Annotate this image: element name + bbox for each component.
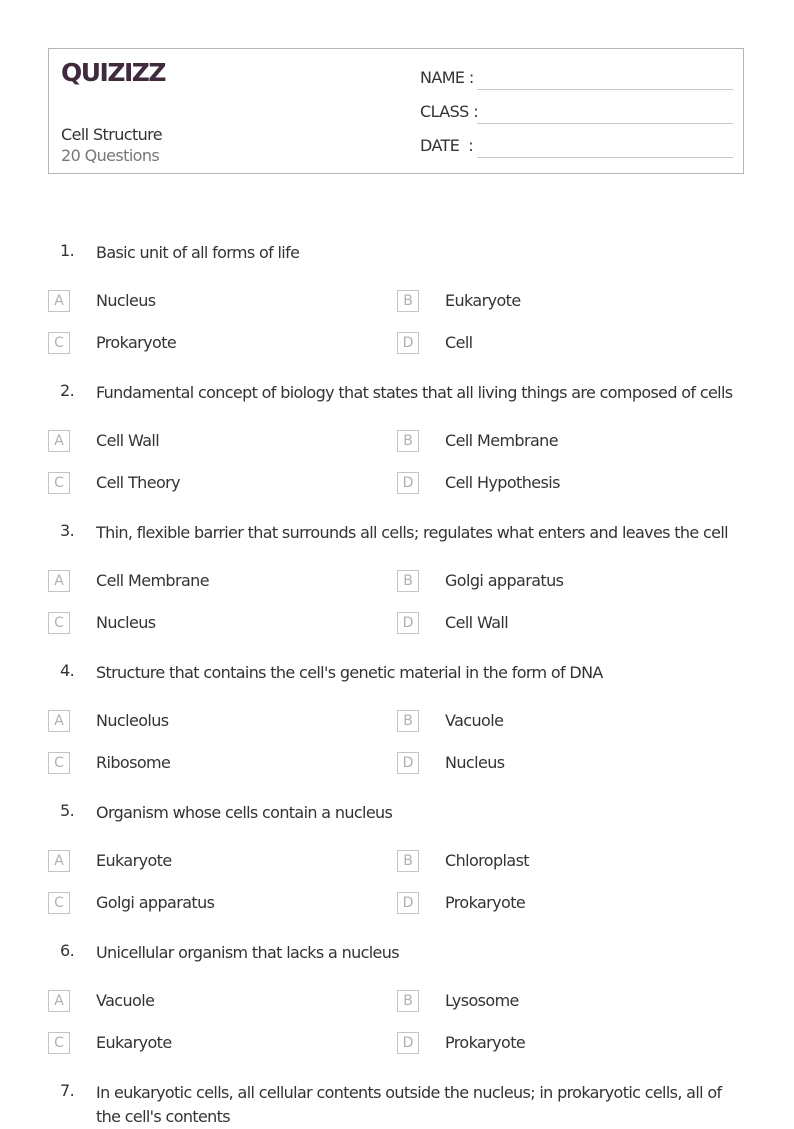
option-a-checkbox[interactable]: A <box>48 990 70 1012</box>
option-d-checkbox[interactable]: D <box>397 332 419 354</box>
option-c-text: Ribosome <box>96 753 171 772</box>
option-a-checkbox[interactable]: A <box>48 290 70 312</box>
question-number: 3. <box>60 521 75 540</box>
question-text: In eukaryotic cells, all cellular contents outside the nucleus; in prokaryotic cells, all of the cell's contents <box>96 1083 722 1126</box>
option-c-checkbox[interactable]: C <box>48 612 70 634</box>
question-number: 6. <box>60 941 75 960</box>
worksheet-title: Cell Structure <box>61 125 163 144</box>
option-c-text: Eukaryote <box>96 1033 172 1052</box>
name-line[interactable] <box>477 89 733 90</box>
question-text: Unicellular organism that lacks a nucleus <box>96 943 399 962</box>
question-text: Thin, flexible barrier that surrounds all cells; regulates what enters and leaves the cell <box>96 523 728 542</box>
option-a-checkbox[interactable]: A <box>48 430 70 452</box>
option-d-checkbox[interactable]: D <box>397 612 419 634</box>
option-b-text: Golgi apparatus <box>445 571 564 590</box>
question-text: Organism whose cells contain a nucleus <box>96 803 393 822</box>
question-number: 5. <box>60 801 75 820</box>
option-d-text: Prokaryote <box>445 893 526 912</box>
option-a-text: Nucleus <box>96 291 156 310</box>
option-a-text: Vacuole <box>96 991 155 1010</box>
option-a-checkbox[interactable]: A <box>48 710 70 732</box>
class-line[interactable] <box>477 123 733 124</box>
name-label: NAME : <box>420 68 474 87</box>
option-c-checkbox[interactable]: C <box>48 1032 70 1054</box>
option-b-checkbox[interactable]: B <box>397 290 419 312</box>
option-c-text: Nucleus <box>96 613 156 632</box>
option-b-text: Cell Membrane <box>445 431 558 450</box>
question-count: 20 Questions <box>61 146 160 165</box>
option-d-checkbox[interactable]: D <box>397 892 419 914</box>
question-text: Basic unit of all forms of life <box>96 243 300 262</box>
worksheet-header <box>48 48 744 174</box>
date-label: DATE : <box>420 136 473 155</box>
option-a-text: Cell Wall <box>96 431 160 450</box>
question-text: Fundamental concept of biology that states that all living things are composed of cells <box>96 383 733 402</box>
option-b-checkbox[interactable]: B <box>397 570 419 592</box>
option-d-text: Cell Wall <box>445 613 509 632</box>
option-d-checkbox[interactable]: D <box>397 1032 419 1054</box>
option-b-text: Eukaryote <box>445 291 521 310</box>
question-number: 1. <box>60 241 75 260</box>
question-number: 7. <box>60 1081 75 1100</box>
option-a-checkbox[interactable]: A <box>48 570 70 592</box>
option-d-text: Prokaryote <box>445 1033 526 1052</box>
option-c-text: Cell Theory <box>96 473 180 492</box>
option-d-checkbox[interactable]: D <box>397 472 419 494</box>
option-b-text: Chloroplast <box>445 851 529 870</box>
question-number: 4. <box>60 661 75 680</box>
question-text: Structure that contains the cell's genetic material in the form of DNA <box>96 663 603 682</box>
option-b-checkbox[interactable]: B <box>397 990 419 1012</box>
option-d-text: Cell Hypothesis <box>445 473 560 492</box>
option-b-checkbox[interactable]: B <box>397 430 419 452</box>
option-a-checkbox[interactable]: A <box>48 850 70 872</box>
option-a-text: Eukaryote <box>96 851 172 870</box>
option-d-checkbox[interactable]: D <box>397 752 419 774</box>
option-b-checkbox[interactable]: B <box>397 850 419 872</box>
option-b-text: Lysosome <box>445 991 519 1010</box>
option-c-text: Prokaryote <box>96 333 177 352</box>
option-d-text: Nucleus <box>445 753 505 772</box>
option-a-text: Nucleolus <box>96 711 169 730</box>
date-line[interactable] <box>477 157 733 158</box>
option-c-text: Golgi apparatus <box>96 893 215 912</box>
class-label: CLASS : <box>420 102 478 121</box>
option-b-checkbox[interactable]: B <box>397 710 419 732</box>
option-a-text: Cell Membrane <box>96 571 209 590</box>
option-c-checkbox[interactable]: C <box>48 892 70 914</box>
option-b-text: Vacuole <box>445 711 504 730</box>
option-d-text: Cell <box>445 333 473 352</box>
quizizz-logo: QUIZIZZ <box>61 58 166 87</box>
option-c-checkbox[interactable]: C <box>48 332 70 354</box>
option-c-checkbox[interactable]: C <box>48 472 70 494</box>
question-number: 2. <box>60 381 75 400</box>
option-c-checkbox[interactable]: C <box>48 752 70 774</box>
